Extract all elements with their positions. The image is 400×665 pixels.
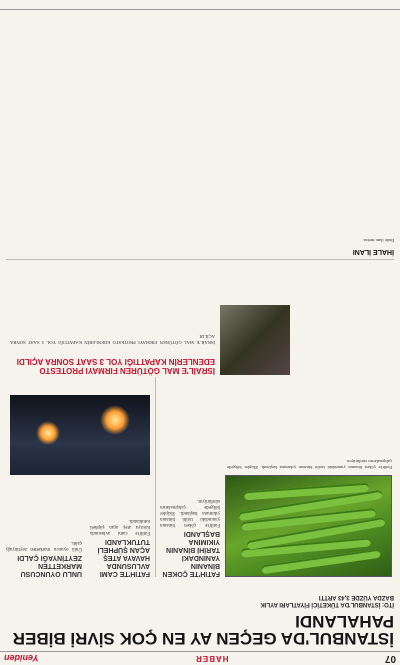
- main-headline: İSTANBUL'DA GEÇEN AY EN ÇOK SİVRİ BİBER PAHALANDI: [12, 612, 394, 648]
- actor-photo: [220, 305, 290, 375]
- notices-body: İhale ilanı metni.: [362, 238, 394, 243]
- page-number: 07: [384, 653, 396, 664]
- story-title: FATİH'TE ÇÖKEN BİNANIN YANINDAKİ TARİHİ BİNANIN YIKIMINA BAŞLANDI: [162, 530, 220, 577]
- subheadline-line: BAZDA YÜZDE 3,43 ARTTI: [318, 594, 394, 600]
- section-label: HABER: [195, 654, 229, 663]
- subheadline-line: İTO: İSTANBUL'DA TÜKETİCİ FİYATLARI AYLIK: [260, 601, 394, 607]
- story-body: Ünlü oyuncu marketten zeytinyağı çaldı.: [6, 540, 82, 551]
- notices-title: İHALE İLANI: [352, 248, 394, 255]
- story-title: FATİH'TE CAMİ AVLUSUNDA HAVAYA ATEŞ AÇAN ŞÜPHELİ TUTUKLANDI: [97, 538, 150, 577]
- story-title: ÜNLÜ OYUNCUSU MARKETTEN ZEYTİNYAĞI ÇALDI: [17, 554, 82, 577]
- protest-headline: İSRAİL'E MAL GÖTÜREN FIRMAYI PROTESTO EDENLERİN KAPATTIĞI YOL 3 SAAT SONRA AÇILDI: [16, 357, 215, 375]
- night-scene-photo: [10, 395, 150, 475]
- story-body: Fatih'te cami avlusunda havaya ateş açan şüpheli tutuklandı.: [90, 518, 150, 535]
- article-body: Fatih'te çöken binanın yanındaki tarihi binanın yıkımına başlandı. Ekipler bölgede çalışmalarını sürdürüyor.: [227, 459, 392, 470]
- story-body: Fatih'te çöken binanın yanındaki tarihi binanın yıkımına başlandı. Ekipler bölgede çalışmalarını sürdürüyor.: [160, 498, 220, 527]
- masthead: [0, 651, 400, 665]
- fatih-building-story: [160, 407, 220, 577]
- subheadline: [154, 593, 394, 607]
- protest-body: İSRAİL'E MAL GÖTÜREN FIRMAYI PROTESTO EDENLERİN KAPATTIĞI YOL 3 SAAT SONRA AÇILDI: [10, 334, 215, 345]
- footer: [0, 0, 400, 10]
- green-peppers-photo: [225, 475, 392, 577]
- newspaper-logo: Yeniden: [4, 653, 39, 664]
